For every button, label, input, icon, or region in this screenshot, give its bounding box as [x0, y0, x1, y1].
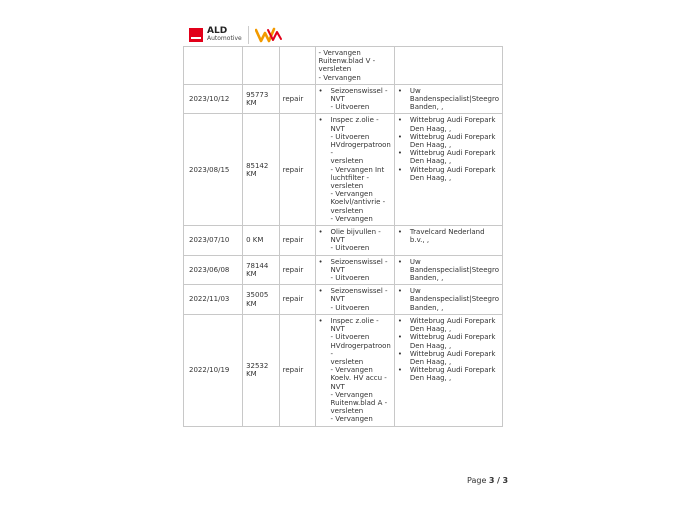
item-line: - Vervangen: [318, 49, 361, 57]
vendor-line: Den Haag, ,: [409, 325, 452, 334]
item-line: versleten: [318, 65, 352, 74]
date-cell: 2023/10/12: [184, 84, 243, 114]
item-line: - Vervangen Int: [330, 165, 385, 174]
item-line: Olie bijvullen -: [330, 228, 381, 237]
bullet-icon: •: [397, 257, 403, 266]
date-cell: [184, 47, 243, 85]
bullet-icon: •: [397, 333, 403, 342]
date-cell: 2023/06/08: [184, 255, 243, 285]
item-line: - Vervangen: [330, 214, 373, 223]
type-cell: repair: [279, 255, 315, 285]
item-line: versleten: [330, 157, 364, 166]
item-line: NVT: [330, 325, 345, 334]
type-cell: repair: [279, 285, 315, 315]
list-item: [319, 258, 391, 283]
vendors-cell: [394, 84, 502, 114]
item-line: NVT: [330, 124, 345, 133]
brand-sub: Automotive: [207, 35, 242, 42]
bullet-icon: •: [318, 316, 323, 325]
date-cell: 2023/07/10: [184, 226, 243, 256]
vendor-line: Den Haag, ,: [409, 124, 452, 133]
date-cell: 2022/11/03: [184, 285, 243, 315]
mileage-cell: [243, 47, 280, 85]
list-item: [398, 149, 499, 165]
w-logo-icon: [255, 27, 283, 43]
item-line: - Vervangen: [330, 190, 373, 199]
item-line: - Uitvoeren: [330, 274, 370, 283]
bullet-icon: •: [397, 132, 403, 141]
list-item: [319, 116, 391, 223]
list-item: [398, 166, 499, 182]
vendor-line: Wittebrug Audi Forepark: [409, 132, 496, 141]
vendor-line: Travelcard Nederland: [409, 228, 485, 237]
table-row: [184, 255, 503, 285]
page-number: Page 3 / 3: [467, 476, 509, 485]
vendor-line: Bandenspecialist|Steegro: [409, 265, 499, 274]
item-line: NVT: [330, 236, 345, 245]
vendor-line: Wittebrug Audi Forepark: [409, 149, 496, 158]
vendor-line: Uw: [409, 257, 421, 266]
vendor-line: Den Haag, ,: [409, 173, 452, 182]
vendors-cell: [394, 114, 502, 226]
list-item: [319, 228, 391, 253]
item-line: NVT: [330, 265, 345, 274]
type-cell: repair: [279, 114, 315, 226]
list-item: [398, 287, 499, 312]
page-total: 3: [502, 476, 509, 485]
date-cell: 2023/08/15: [184, 114, 243, 226]
list-item: [398, 87, 499, 112]
mileage-cell: 85142 KM: [243, 114, 280, 226]
bullet-icon: •: [397, 349, 403, 358]
mileage-cell: 78144 KM: [243, 255, 280, 285]
item-line: Ruitenw.blad V -: [318, 57, 376, 66]
type-cell: repair: [279, 84, 315, 114]
bullet-icon: •: [318, 287, 323, 296]
item-line: NVT: [330, 95, 345, 104]
header-divider: [248, 26, 249, 44]
mileage-cell: 32532 KM: [243, 314, 280, 426]
vendor-line: Wittebrug Audi Forepark: [409, 316, 496, 325]
vendors-cell: [394, 285, 502, 315]
item-line: Koelv. HV accu -: [330, 374, 387, 383]
item-line: - Vervangen: [330, 415, 373, 424]
list-item: [398, 133, 499, 149]
item-line: Koelvl/antivrie -: [330, 198, 386, 207]
maintenance-table: [183, 46, 503, 427]
vendor-line: Den Haag, ,: [409, 357, 452, 366]
item-line: - Uitvoeren: [330, 333, 370, 342]
items-cell: [315, 226, 394, 256]
bullet-icon: •: [397, 366, 403, 375]
table-row: [184, 47, 503, 85]
list-item: [319, 317, 391, 424]
items-cell: [315, 285, 394, 315]
list-item: [319, 287, 391, 312]
vendor-line: Den Haag, ,: [409, 374, 452, 383]
item-line: NVT: [330, 382, 345, 391]
vendor-line: Uw: [409, 287, 421, 296]
table-row: [184, 285, 503, 315]
vendor-line: Wittebrug Audi Forepark: [409, 116, 496, 125]
vendor-line: Banden, ,: [409, 274, 444, 283]
bullet-icon: •: [397, 165, 403, 174]
items-cell: [315, 255, 394, 285]
item-line: - Uitvoeren: [330, 132, 370, 141]
item-line: NVT: [330, 295, 345, 304]
vendor-line: Wittebrug Audi Forepark: [409, 349, 496, 358]
vendor-line: Den Haag, ,: [409, 141, 452, 150]
type-cell: [279, 47, 315, 85]
list-item: [398, 258, 499, 283]
item-line: - Vervangen: [330, 366, 373, 375]
mileage-cell: 95773 KM: [243, 84, 280, 114]
table-row: [184, 226, 503, 256]
bullet-icon: •: [318, 228, 323, 237]
list-item: [319, 87, 391, 112]
bullet-icon: •: [318, 257, 323, 266]
table-row: [184, 84, 503, 114]
items-cell: [315, 47, 394, 85]
brand-name: ALD: [207, 26, 228, 36]
item-line: - Uitvoeren: [330, 303, 370, 312]
item-line: - Uitvoeren: [330, 103, 370, 112]
vendor-line: Den Haag, ,: [409, 157, 452, 166]
item-line: HVdrogerpatroon -: [330, 141, 391, 158]
vendor-line: Wittebrug Audi Forepark: [409, 333, 496, 342]
list-item: [398, 350, 499, 366]
item-line: Inspec z.olie -: [330, 116, 379, 125]
item-line: versleten: [330, 182, 364, 191]
items-cell: [315, 84, 394, 114]
list-item: [319, 49, 391, 82]
bullet-icon: •: [318, 116, 323, 125]
list-item: [398, 228, 499, 244]
date-cell: 2022/10/19: [184, 314, 243, 426]
item-line: Seizoenswissel -: [330, 86, 388, 95]
item-line: versleten: [330, 206, 364, 215]
items-cell: [315, 114, 394, 226]
table-row: [184, 314, 503, 426]
bullet-icon: •: [397, 116, 403, 125]
bullet-icon: •: [397, 228, 403, 237]
bullet-icon: •: [397, 316, 403, 325]
bullet-icon: •: [318, 86, 323, 95]
bullet-icon: •: [397, 86, 403, 95]
vendor-line: b.v., ,: [409, 236, 430, 245]
vendor-line: Bandenspecialist|Steegro: [409, 295, 499, 304]
item-line: luchtfilter -: [330, 173, 369, 182]
bullet-icon: •: [397, 287, 403, 296]
type-cell: repair: [279, 314, 315, 426]
vendors-cell: [394, 255, 502, 285]
vendors-cell: [394, 47, 502, 85]
item-line: - Vervangen: [330, 390, 373, 399]
item-line: - Vervangen: [318, 73, 361, 82]
item-line: - Uitvoeren: [330, 244, 370, 253]
table-row: [184, 114, 503, 226]
vendors-cell: [394, 314, 502, 426]
item-line: Inspec z.olie -: [330, 316, 379, 325]
items-cell: [315, 314, 394, 426]
vendor-line: Banden, ,: [409, 103, 444, 112]
item-line: Ruitenw.blad A -: [330, 398, 388, 407]
vendor-line: Wittebrug Audi Forepark: [409, 165, 496, 174]
ald-logo-text: [207, 27, 242, 43]
item-line: Seizoenswissel -: [330, 287, 388, 296]
vendor-line: Bandenspecialist|Steegro: [409, 95, 499, 104]
vendor-line: Uw: [409, 86, 421, 95]
mileage-cell: 35005 KM: [243, 285, 280, 315]
list-item: [398, 317, 499, 333]
item-line: versleten: [330, 407, 364, 416]
item-line: HVdrogerpatroon -: [330, 341, 391, 358]
item-line: versleten: [330, 357, 364, 366]
list-item: [398, 116, 499, 132]
mileage-cell: 0 KM: [243, 226, 280, 256]
page-header: [189, 26, 283, 44]
vendor-line: Wittebrug Audi Forepark: [409, 366, 496, 375]
vendor-line: Den Haag, ,: [409, 341, 452, 350]
vendors-cell: [394, 226, 502, 256]
vendor-line: Banden, ,: [409, 303, 444, 312]
bullet-icon: •: [397, 149, 403, 158]
page-current: 3: [488, 476, 495, 485]
ald-logo-icon: [189, 28, 203, 42]
list-item: [398, 333, 499, 349]
list-item: [398, 366, 499, 382]
item-line: Seizoenswissel -: [330, 257, 388, 266]
page-separator: /: [497, 476, 500, 485]
type-cell: repair: [279, 226, 315, 256]
